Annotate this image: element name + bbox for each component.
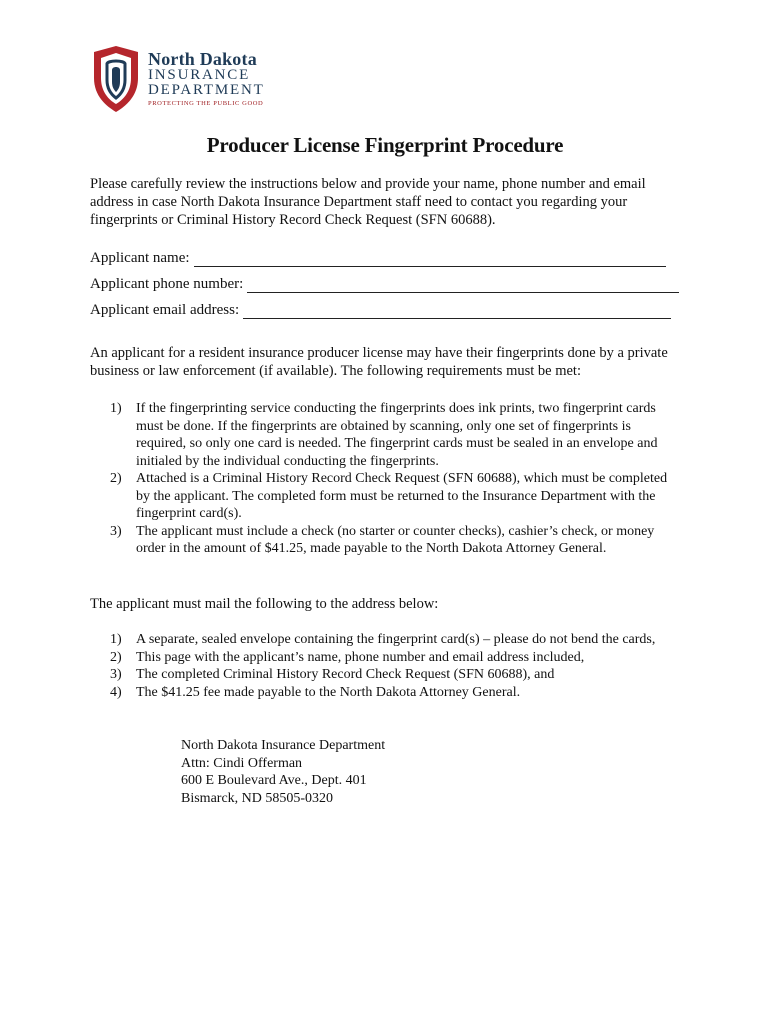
list-item-number: 2) bbox=[110, 471, 122, 486]
mail-intro: The applicant must mail the following to the address below: bbox=[90, 596, 439, 612]
list-item-text: Attached is a Criminal History Record Check Request (SFN 60688), which must be completed by the applicant. The completed form must be returned to the Insurance Department with the fingerprint card(s). bbox=[136, 471, 668, 521]
list-item-number: 2) bbox=[110, 649, 122, 665]
list-item-number: 3) bbox=[110, 523, 122, 539]
address-line-4: Bismarck, ND 58505-0320 bbox=[181, 790, 334, 806]
list-item-text: The applicant must include a check (no starter or counter checks), cashier’s check, or money order in the amount of $41.25, made payable to the North Dakota Attorney General. bbox=[136, 523, 655, 556]
mailing-address bbox=[181, 737, 385, 807]
list-item-text: The completed Criminal History Record Check Request (SFN 60688), and bbox=[136, 667, 555, 682]
list-item bbox=[110, 684, 670, 702]
address-line-3: 600 E Boulevard Ave., Dept. 401 bbox=[181, 773, 367, 788]
address-line-2: Attn: Cindi Offerman bbox=[181, 755, 303, 771]
department-logo bbox=[88, 44, 288, 114]
list-item-number: 4) bbox=[110, 684, 122, 700]
list-item bbox=[110, 631, 670, 649]
mail-items-list bbox=[110, 631, 670, 701]
logo-line-3: DEPARTMENT bbox=[148, 82, 265, 98]
requirements-intro: An applicant for a resident insurance producer license may have their fingerprints done by a private business or law enforcement (if available). The following requirements must be met: bbox=[90, 345, 668, 379]
list-item-number: 3) bbox=[110, 667, 122, 682]
list-item bbox=[110, 649, 670, 667]
applicant-email-field bbox=[90, 299, 671, 319]
list-item bbox=[110, 666, 670, 684]
applicant-phone-line[interactable] bbox=[247, 278, 679, 293]
intro-paragraph: Please carefully review the instructions below and provide your name, phone number and email address in case North Dakota Insurance Department staff need to contact you regarding your fingerprints or Criminal History Record Check Request (SFN 60688). bbox=[90, 176, 646, 228]
logo-text bbox=[148, 50, 265, 107]
list-item-number: 1) bbox=[110, 401, 122, 416]
applicant-email-line[interactable] bbox=[243, 304, 671, 319]
applicant-phone-field bbox=[90, 273, 679, 293]
applicant-name-field bbox=[90, 247, 666, 267]
list-item-text: The $41.25 fee made payable to the North Dakota Attorney General. bbox=[136, 684, 521, 700]
applicant-name-line[interactable] bbox=[194, 252, 666, 267]
logo-line-1: North Dakota bbox=[148, 49, 257, 69]
logo-tagline: PROTECTING THE PUBLIC GOOD bbox=[148, 100, 264, 107]
address-line-1: North Dakota Insurance Department bbox=[181, 738, 386, 753]
list-item bbox=[110, 523, 670, 558]
applicant-phone-label: Applicant phone number: bbox=[90, 276, 244, 292]
list-item bbox=[110, 470, 670, 523]
shield-icon bbox=[88, 44, 144, 114]
list-item-text: If the fingerprinting service conducting the fingerprints does ink prints, two fingerprint cards must be done. If the fingerprints are obtained by scanning, only one set of fingerprints is required, so only one card is needed. The fingerprint cards must be sealed in an envelope and initialed by the individual conducting the fingerprints. bbox=[136, 401, 658, 469]
applicant-email-label: Applicant email address: bbox=[90, 302, 240, 318]
requirements-list bbox=[110, 400, 670, 558]
list-item-text: A separate, sealed envelope containing the fingerprint card(s) – please do not bend the cards, bbox=[136, 632, 656, 647]
list-item-text: This page with the applicant’s name, phone number and email address included, bbox=[136, 649, 585, 665]
applicant-name-label: Applicant name: bbox=[90, 250, 190, 266]
list-item bbox=[110, 400, 670, 470]
list-item-number: 1) bbox=[110, 632, 122, 647]
logo-line-2: INSURANCE bbox=[148, 67, 251, 83]
document-title: Producer License Fingerprint Procedure bbox=[206, 133, 564, 157]
